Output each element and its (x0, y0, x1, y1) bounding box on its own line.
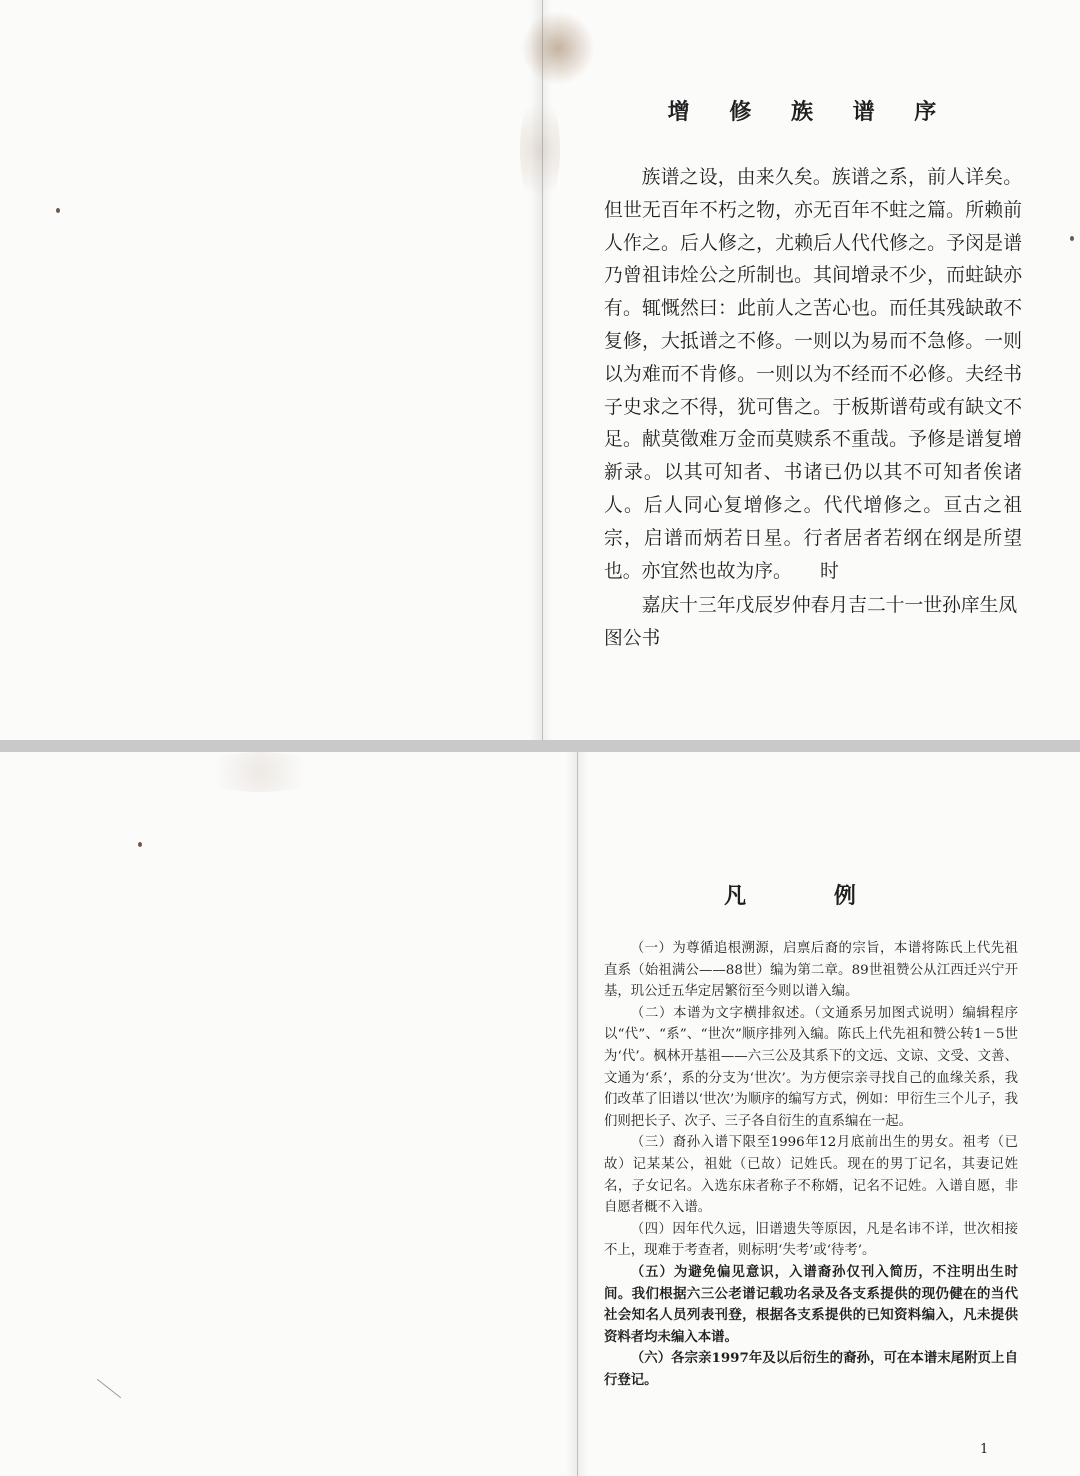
conventions-item: （五）为避免偏见意识，入谱裔孙仅刊入简历，不注明出生时间。我们根据六三公老谱记载功名录及各支系提供的现仍健在的当代社会知名人员列表刊登，根据各支系提供的已知资料编入，凡未提供资料者均未编入本谱。 (604, 1263, 1018, 1345)
paper-stain (520, 90, 560, 210)
bottom-page-spread (0, 752, 1080, 1476)
paper-stain (522, 12, 594, 84)
preface-signature: 嘉庆十三年戊辰岁仲春月吉二十一世孙庠生凤图公书 (604, 595, 1018, 649)
page-number: 1 (980, 1442, 989, 1457)
paper-stain (200, 752, 320, 792)
preface-title: 增 修 族 谱 序 (667, 99, 953, 125)
bottom-gutter-line (577, 752, 578, 1476)
preface-body (604, 162, 1022, 588)
preface-paragraph: 族谱之设，由来久矣。族谱之系，前人详矣。但世无百年不朽之物，亦无百年不蛀之篇。所赖前人作之。后人修之，尤赖后人代代修之。予闵是谱乃曾祖讳烇公之所制也。其间增录不少，而蛀缺亦有。辄慨然曰：此前人之苦心也。而任其残缺敢不复修，大抵谱之不修。一则以为易而不急修。一则以为难而不肯修。一则以为不经而不必修。夫经书子史求之不得，犹可售之。于板斯谱苟或有缺文不足。献莫徵难万金而莫赎系不重哉。予修是谱复增新录。以其可知者、书诸已仍以其不可知者俟诸人。后人同心复增修之。代代增修之。亘古之祖宗，启谱而炳若日星。行者居者若纲在纲是所望也。亦宜然也故为序。 时 (604, 167, 1022, 582)
conventions-title: 凡 例 (724, 883, 896, 909)
paper-scratch (97, 1379, 121, 1398)
conventions-item: （六）各宗亲1997年及以后衍生的裔孙，可在本谱末尾附页上自行登记。 (604, 1350, 1018, 1388)
conventions-item: （三）裔孙入谱下限至1996年12月底前出生的男女。祖考（已故）记某某公，祖妣（已故）记姓氏。现在的男丁记名，其妻记姓名，子女记名。入选东床者称子不称婿，记名不记姓。入谱自愿，非自愿者概不入谱。 (604, 1135, 1018, 1216)
conventions-item: （四）因年代久远，旧谱遗失等原因，凡是名讳不详，世次相接不上，现难于考查者，则标明‘失考’或‘待考’。 (604, 1221, 1018, 1259)
paper-speck (1070, 236, 1074, 241)
conventions-item: （二）本谱为文字横排叙述。（文通系另加图式说明）编辑程序以“代”、“系”、“世次”顺序排列入编。陈氏上代先祖和赞公转1－5世为‘代’。枫林开基祖——六三公及其系下的文远、文谅、文受、文善、文通为‘系’，系的分支为‘世次’。为方便宗亲寻找自己的血缘关系，我们改革了旧谱以‘世次’为顺序的编写方式，例如：甲衍生三个儿子，我们则把长子、次子、三子各自衍生的直系编在一起。 (604, 1005, 1018, 1129)
conventions-body (604, 938, 1018, 1391)
paper-speck (56, 208, 60, 213)
conventions-item: （一）为尊循追根溯源，启禀后裔的宗旨，本谱将陈氏上代先祖直系（始祖满公——88世）编为第二章。89世祖赞公从江西迁兴宁开基，玑公迁五华定居繁衍至今则以谱入编。 (604, 941, 1018, 1000)
paper-speck (138, 842, 142, 847)
